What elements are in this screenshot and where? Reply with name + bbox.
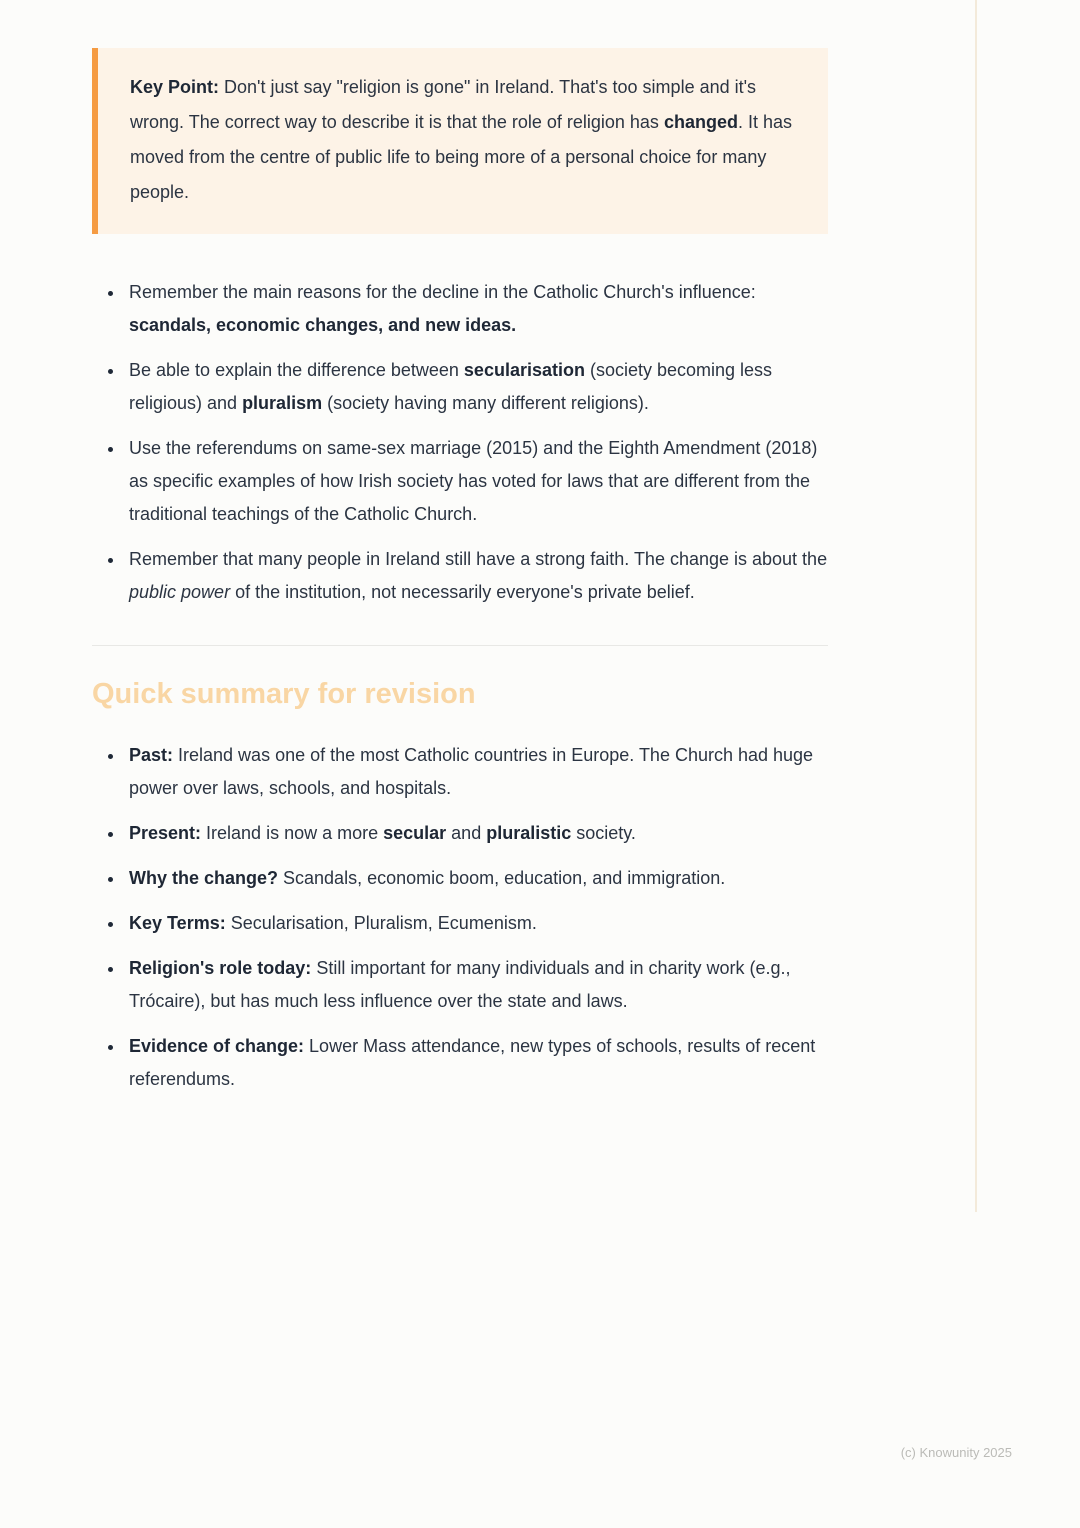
list-item <box>125 432 828 531</box>
list-item <box>125 354 828 420</box>
key-point-callout <box>92 48 828 234</box>
summary-heading: Quick summary for revision <box>92 678 476 710</box>
text-segment: Ireland is now a more <box>201 823 384 843</box>
list-item <box>125 543 828 609</box>
text-segment-bold: Key Terms: <box>129 913 226 933</box>
list-item <box>125 276 828 342</box>
copyright-text: (c) Knowunity 2025 <box>900 1445 1012 1460</box>
text-segment: Use the referendums on same-sex marriage (2015) and the Eighth Amendment (2018) as specific examples of how Irish society has voted for laws that are different from the traditional teachings of the Catholic Church. <box>129 438 818 524</box>
text-segment: Secularisation, Pluralism, Ecumenism. <box>225 913 537 933</box>
text-segment: of the institution, not necessarily everyone's private belief. <box>230 582 695 602</box>
list-item <box>125 817 828 850</box>
text-segment: . It has moved from the centre of public life to being more of a personal choice for many people. <box>130 112 792 202</box>
text-segment: society. <box>571 823 636 843</box>
text-segment-bold: changed <box>663 112 738 132</box>
summary-list <box>92 739 828 1096</box>
document-content <box>92 48 828 1108</box>
list-item <box>125 862 828 895</box>
text-segment-bold: Why the change? <box>129 868 279 888</box>
text-segment: Scandals, economic boom, education, and immigration. <box>278 868 726 888</box>
text-segment: Remember the main reasons for the decline in the Catholic Church's influence: <box>129 282 756 302</box>
page-edge-divider <box>975 0 977 1212</box>
text-segment: Don't just say "religion is gone" in Ireland. That's too simple and it's wrong. The correct way to describe it is that the role of religion has <box>130 77 757 132</box>
section-divider <box>92 645 828 646</box>
text-segment-bold: pluralistic <box>486 823 572 843</box>
list-item <box>125 1030 828 1096</box>
text-segment-bold: Evidence of change: <box>129 1036 305 1056</box>
list-item <box>125 907 828 940</box>
text-segment-italic: public power <box>129 582 231 602</box>
text-segment-bold: Religion's role today: <box>129 958 312 978</box>
text-segment: (society having many different religions). <box>322 393 649 413</box>
list-item <box>125 739 828 805</box>
text-segment-bold: Past: <box>129 745 174 765</box>
text-segment-bold: Present: <box>129 823 202 843</box>
text-segment: Still important for many individuals and in charity work (e.g., Trócaire), but has much less influence over the state and laws. <box>129 958 791 1011</box>
list-item <box>125 952 828 1018</box>
revision-tips-list <box>92 276 828 609</box>
text-segment: and <box>446 823 487 843</box>
text-segment: Be able to explain the difference between <box>129 360 464 380</box>
key-point-text <box>130 70 798 210</box>
text-segment-bold: scandals, economic changes, and new ideas. <box>129 315 517 335</box>
text-segment: Lower Mass attendance, new types of schools, results of recent referendums. <box>129 1036 816 1089</box>
text-segment-bold: secular <box>383 823 447 843</box>
text-segment: (society becoming less religious) and <box>129 360 773 413</box>
text-segment-bold: pluralism <box>242 393 323 413</box>
text-segment: Remember that many people in Ireland still have a strong faith. The change is about the <box>129 549 828 569</box>
text-segment-bold: secularisation <box>463 360 585 380</box>
text-segment: Ireland was one of the most Catholic countries in Europe. The Church had huge power over laws, schools, and hospitals. <box>129 745 814 798</box>
text-segment-bold: Key Point: <box>130 77 220 97</box>
